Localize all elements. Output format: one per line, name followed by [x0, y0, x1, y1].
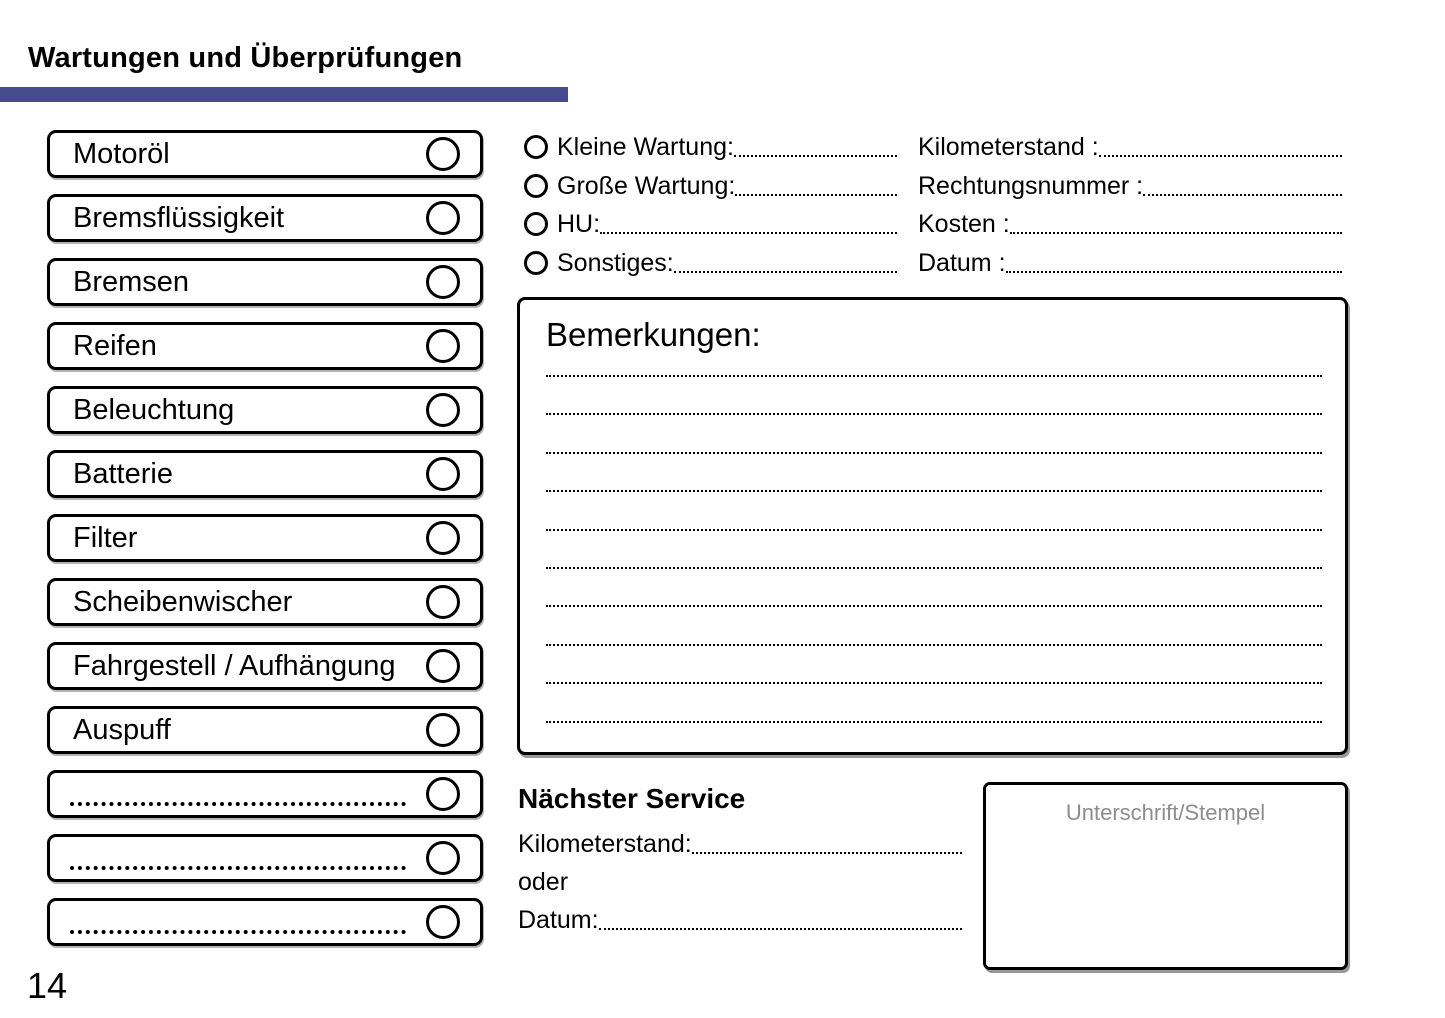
checklist-item-label: Fahrgestell / Aufhängung — [73, 649, 396, 682]
check-circle[interactable] — [426, 457, 460, 491]
fill-in-line[interactable] — [674, 244, 897, 273]
remarks-line[interactable] — [546, 644, 1322, 646]
checklist-item — [47, 194, 483, 242]
remarks-line[interactable] — [546, 605, 1322, 607]
checklist-item — [47, 514, 483, 562]
service-type-label: HU: — [557, 210, 601, 238]
check-circle[interactable] — [426, 137, 460, 171]
service-field-label: Kilometerstand : — [918, 133, 1099, 161]
fill-in-line[interactable] — [1143, 167, 1342, 196]
next-service-section — [518, 783, 962, 953]
service-detail-fields — [918, 128, 1342, 282]
service-type-label: Kleine Wartung: — [557, 133, 734, 161]
page-number: 14 — [27, 965, 68, 1006]
remarks-line[interactable] — [546, 375, 1322, 377]
remarks-line[interactable] — [546, 490, 1322, 492]
service-type-option-row — [524, 205, 897, 244]
fill-in-line[interactable] — [735, 167, 897, 196]
checklist-item — [47, 386, 483, 434]
checklist-item — [47, 450, 483, 498]
fill-in-line[interactable] — [600, 205, 897, 234]
radio-circle[interactable] — [524, 251, 548, 275]
next-service-row — [518, 901, 962, 940]
checklist-item — [47, 578, 483, 626]
checklist-item-blank — [47, 770, 483, 818]
checklist-item — [47, 642, 483, 690]
service-type-label: Große Wartung: — [557, 171, 736, 200]
remarks-line[interactable] — [546, 682, 1322, 684]
service-type-option-row — [524, 128, 897, 167]
next-service-label: Datum: — [518, 906, 599, 934]
checklist-item — [47, 322, 483, 370]
radio-circle[interactable] — [524, 135, 548, 159]
signature-box-label: Unterschrift/Stempel — [1065, 800, 1266, 825]
checklist-item-label: Auspuff — [73, 713, 171, 746]
checklist-item-label: Bremsflüssigkeit — [73, 201, 285, 234]
next-service-label: Kilometerstand: — [518, 830, 692, 858]
next-service-title: Nächster Service — [518, 783, 746, 814]
check-circle[interactable] — [426, 521, 460, 555]
remarks-line[interactable] — [546, 567, 1322, 569]
checklist-item-blank — [47, 834, 483, 882]
fill-in-line[interactable] — [1010, 205, 1342, 234]
fill-in-line[interactable] — [692, 825, 962, 854]
check-circle[interactable] — [426, 585, 460, 619]
remarks-title: Bemerkungen: — [546, 316, 761, 353]
check-circle[interactable] — [426, 329, 460, 363]
radio-circle[interactable] — [524, 174, 548, 198]
remarks-box[interactable] — [517, 297, 1348, 755]
radio-circle[interactable] — [524, 212, 548, 236]
checklist-item-label: Beleuchtung — [73, 393, 235, 426]
checklist-item-label: Filter — [73, 521, 138, 554]
remarks-line[interactable] — [546, 721, 1322, 723]
check-circle[interactable] — [426, 905, 460, 939]
service-field-label: Kosten : — [918, 210, 1010, 238]
checklist-item-label: Bremsen — [73, 265, 190, 298]
check-circle[interactable] — [426, 201, 460, 235]
service-field-row — [918, 244, 1342, 283]
next-service-label: oder — [518, 868, 569, 896]
check-circle[interactable] — [426, 649, 460, 683]
remarks-line[interactable] — [546, 529, 1322, 531]
page-title: Wartungen und Überprüfungen — [28, 42, 463, 74]
signature-stamp-box[interactable] — [983, 782, 1348, 970]
checklist-item-blank — [47, 898, 483, 946]
checklist-item-label: Motoröl — [73, 137, 170, 170]
check-circle[interactable] — [426, 265, 460, 299]
service-type-option-row — [524, 244, 897, 283]
next-service-row — [518, 825, 962, 864]
fill-in-line[interactable] — [1006, 244, 1342, 273]
service-field-row — [918, 128, 1342, 167]
checklist-item — [47, 706, 483, 754]
blank-entry-line[interactable] — [70, 866, 406, 870]
fill-in-line[interactable] — [599, 901, 962, 930]
checklist-item-label: Scheibenwischer — [73, 585, 293, 618]
check-circle[interactable] — [426, 393, 460, 427]
maintenance-checklist — [47, 130, 483, 962]
remarks-line[interactable] — [546, 452, 1322, 454]
checklist-item-label: Batterie — [73, 457, 173, 490]
check-circle[interactable] — [426, 841, 460, 875]
check-circle[interactable] — [426, 777, 460, 811]
remarks-line[interactable] — [546, 413, 1322, 415]
next-service-row — [518, 863, 962, 902]
service-field-row — [918, 167, 1342, 206]
service-field-label: Rechtungsnummer : — [918, 171, 1144, 200]
blank-entry-line[interactable] — [70, 930, 406, 934]
checklist-item-label: Reifen — [73, 329, 157, 362]
service-type-option-row — [524, 167, 897, 206]
service-type-options — [524, 128, 897, 282]
checklist-item — [47, 258, 483, 306]
checklist-item — [47, 130, 483, 178]
check-circle[interactable] — [426, 713, 460, 747]
blank-entry-line[interactable] — [70, 802, 406, 806]
fill-in-line[interactable] — [734, 128, 897, 157]
fill-in-line[interactable] — [1099, 128, 1342, 157]
service-field-row — [918, 205, 1342, 244]
service-field-label: Datum : — [918, 248, 1006, 277]
service-type-label: Sonstiges: — [557, 248, 674, 277]
header-accent-bar — [0, 87, 568, 102]
